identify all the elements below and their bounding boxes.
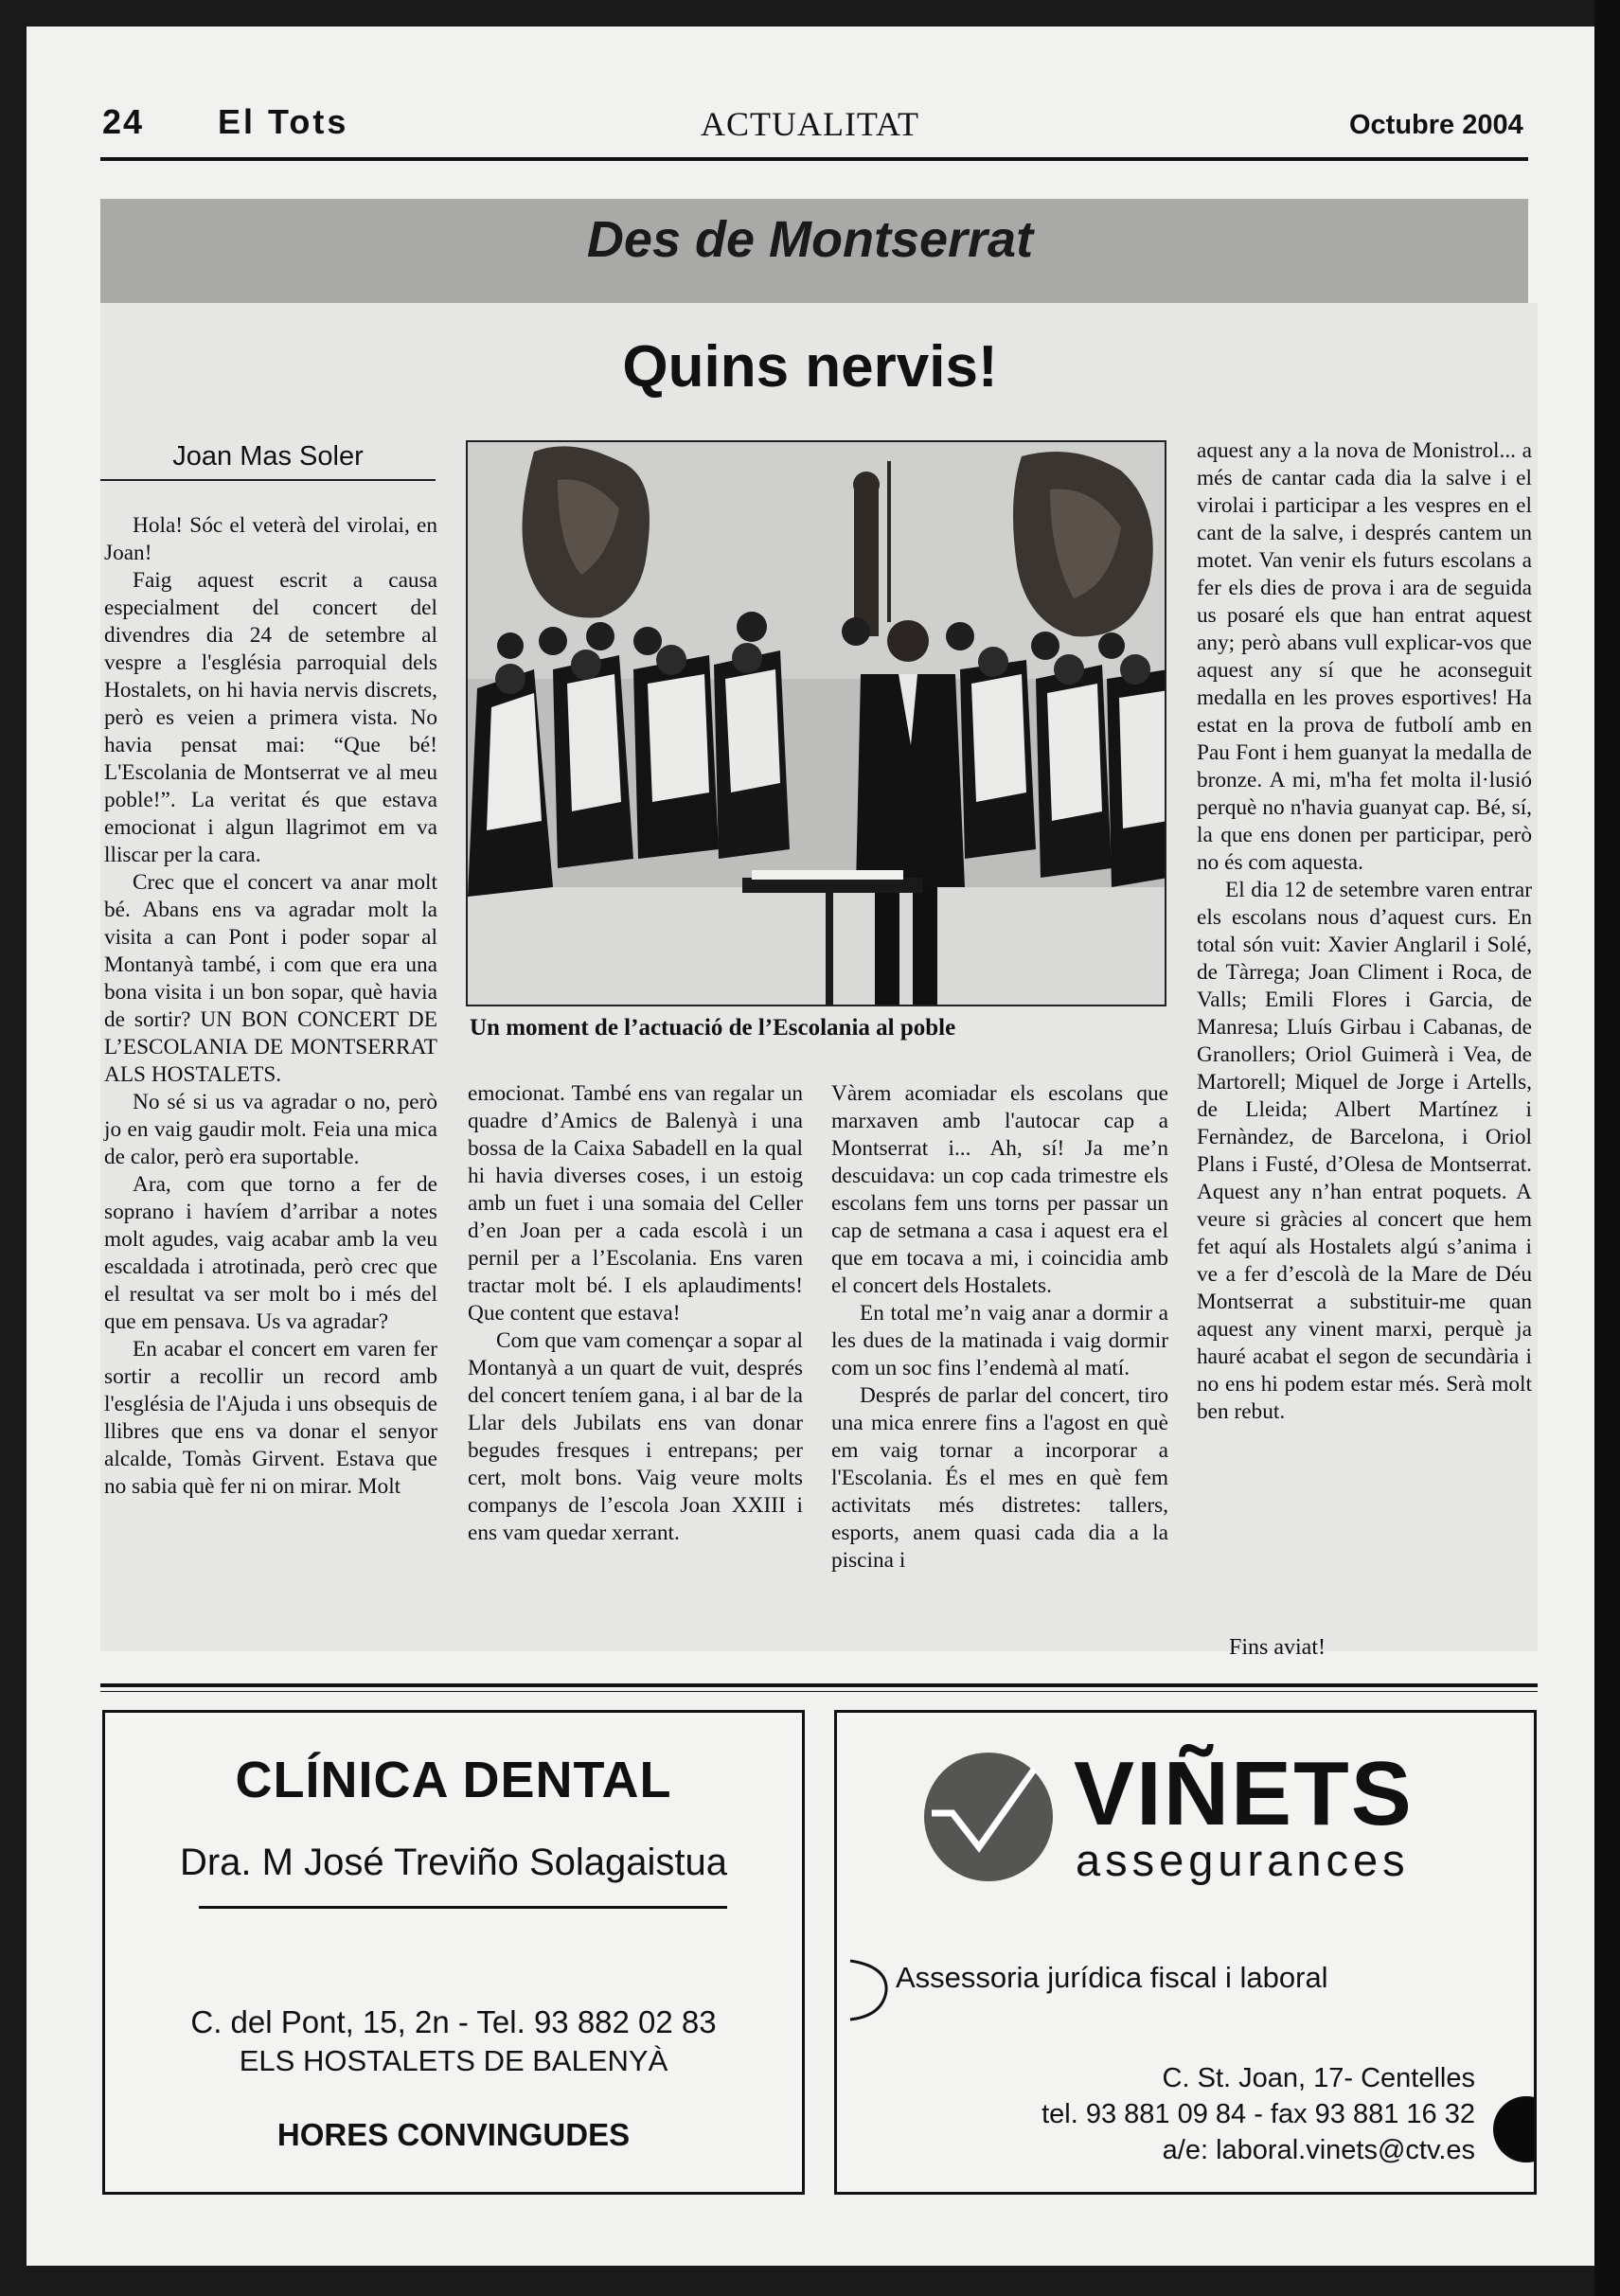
ad-brand-subtitle: assegurances — [1076, 1835, 1410, 1885]
vinets-insurance-ad — [834, 1710, 1537, 2195]
ads-divider — [100, 1683, 1538, 1687]
section-name: ACTUALITAT — [700, 105, 920, 143]
article-column-3 — [831, 1080, 1168, 1575]
paragraph: El dia 12 de setembre varen entrar els escolans nous d’aquest curs. En total són vuit: Xavier Anglaril i Solé, de Tàrrega; Joan Climent i Roca, de Valls; Emili Flores i Garcia, de Manresa; Lluís Girbau i Cabanas, de Granollers; Oriol Guimerà i Vea, de Martorell; Miquel de Jorge i Artells, de Lleida; Albert Martínez i Fernàndez, de Barcelona, i Oriol Plans i Fusté, d’Olesa de Montserrat. Aquest any n’han entrat poquets. A veure si gràcies al concert que hem fet aquí als Hostalets algú s’anima i ve a fer d’escolà de la Mare de Déu Montserrat a substituir-me quan aquest any vinent marxi, perquè ja hauré acabat el segon de secundària i no ens hi podem estar més. Serà molt ben rebut. — [1197, 878, 1532, 1424]
page-number: 24 — [102, 102, 145, 141]
ad-email: a/e: laboral.vinets@ctv.es — [1162, 2135, 1475, 2165]
punch-hole-mark — [1493, 2096, 1537, 2163]
article-byline: Joan Mas Soler — [172, 441, 364, 472]
paragraph: Vàrem acomiadar els escolans que marxaven amb l'autocar cap a Montserrat i... Ah, sí! Ja me’n descuidava: un cop cada trimestre els escolans fem uns torns per passar un cap de setmana a casa i aquest era el que em tocava a mi, i coincidia amb el concert dels Hostalets. — [831, 1081, 1168, 1298]
paragraph: Com que vam començar a sopar al Montanyà a un quart de vuit, després del concert teníem gana, i al bar de la Llar dels Jubilats ens van donar begudes fresques i entrepans; per cert, molt bons. Vaig veure molts companys de l’escola Joan XXIII i ens vam quedar xerrant. — [468, 1328, 803, 1545]
photo-caption: Un moment de l’actuació de l’Escolania al poble — [470, 1015, 956, 1041]
paragraph: Crec que el concert va anar molt bé. Abans ens va agradar molt la visita a can Pont i poder sopar al Montanyà també, i com que era una bona visita i un bon sopar, què havia de sortir? UN BON CONCERT DE L’ESCOLANIA DE MONTSERRAT ALS HOSTALETS. — [104, 870, 437, 1087]
article-column-4 — [1197, 437, 1532, 1426]
paragraph: Hola! Sóc el veterà del virolai, en Joan! — [104, 513, 437, 565]
paragraph: No sé si us va agradar o no, però jo en vaig gaudir molt. Feia una mica de calor, però era suportable. — [104, 1090, 437, 1169]
ad-address: C. St. Joan, 17- Centelles — [1162, 2063, 1475, 2093]
ads-divider-thin — [100, 1691, 1538, 1692]
paragraph: aquest any a la nova de Monistrol... a més de cantar cada dia la salve i el virolai i participar a les vespres en el cant de la salve, i després cantem un motet. Van venir els futurs escolans a fer els dies de prova i ara de seguida us posaré els que han entrat aquest any; però abans vull explicar-vos que aquest any sí que he aconseguit medalla en les proves esportives! Ha estat en la prova de futbolí amb en Pau Font i hem guanyat la medalla de bronze. A mi, m'ha fet molta il·lusió perquè no n'havia guanyat cap. Bé, sí, la que ens donen per participar, però no és com aquesta. — [1197, 438, 1532, 875]
ad-service: Assessoria jurídica fiscal i laboral — [896, 1961, 1328, 1994]
choir-photo — [466, 440, 1166, 1006]
ad-phone: tel. 93 881 09 84 - fax 93 881 16 32 — [1041, 2099, 1475, 2129]
header-rule — [100, 157, 1528, 161]
byline-rule — [100, 479, 436, 481]
article-column-1 — [104, 512, 437, 1501]
paragraph: En total me’n vaig anar a dormir a les dues de la matinada i vaig dormir com un soc fins l’endemà al matí. — [831, 1301, 1168, 1380]
article-column-2 — [468, 1080, 803, 1547]
paragraph: emocionat. També ens van regalar un quadre d’Amics de Balenyà i una bossa de la Caixa Sabadell en la qual hi havia diverses coses, i un estoig amb un fuet i una somaia del Celler d’en Joan per a cada escolà i un pernil per a l’Escolania. Ens varen tractar molt bé. I els aplaudiments! Que content que estava! — [468, 1081, 803, 1326]
paragraph: Després de parlar del concert, tiro una mica enrere fins a l'agost en què em vaig tornar a incorporar a l'Escolania. És el mes en què fem activitats més distretes: tallers, esports, anem quasi cada dia a la piscina i — [831, 1383, 1168, 1573]
ad-town: ELS HOSTALETS DE BALENYÀ — [239, 2044, 668, 2077]
section-title: Des de Montserrat — [586, 211, 1034, 268]
paragraph: En acabar el concert em varen fer sortir a recollir un record amb l'església de l'Ajuda i uns obsequis de llibres que ens va donar el senyor alcalde, Tomàs Girvent. Estava que no sabia què fer ni on mirar. Molt — [104, 1337, 437, 1499]
ad-address: C. del Pont, 15, 2n - Tel. 93 882 02 83 — [190, 2004, 717, 2039]
paragraph: Ara, com que torno a fer de soprano i havíem d’arribar a notes molt agudes, vaig acabar amb la veu escaldada i atrotinada, però crec que el resultat va ser molt bo i més del que em pensava. Us va agradar? — [104, 1172, 437, 1334]
ad-rule — [199, 1906, 727, 1909]
article-signoff: Fins aviat! — [1229, 1635, 1326, 1660]
arc-decoration-icon — [845, 1957, 892, 2023]
ad-brand-name: VIÑETS — [1074, 1743, 1414, 1844]
dental-clinic-ad — [102, 1710, 805, 2195]
ad-hours: HORES CONVINGUDES — [276, 2117, 631, 2152]
ad-title: CLÍNICA DENTAL — [235, 1752, 672, 1808]
checkmark-circle-logo — [922, 1751, 1055, 1883]
issue-date: Octubre 2004 — [1349, 110, 1523, 140]
publication-name: El Tots — [218, 102, 349, 141]
paragraph: Faig aquest escrit a causa especialment del concert del divendres dia 24 de setembre al vespre a l'església parroquial dels Hostalets, on hi havia nervis discrets, però es veien a primera vista. No havia pensat mai: “Que bé! L'Escolania de Montserrat ve al meu poble!”. La veritat és que estava emocionat i algun llagrimot em va lliscar per la cara. — [104, 568, 437, 867]
ad-doctor-name: Dra. M José Treviño Solagaistua — [179, 1842, 728, 1883]
article-headline: Quins nervis! — [622, 334, 998, 400]
